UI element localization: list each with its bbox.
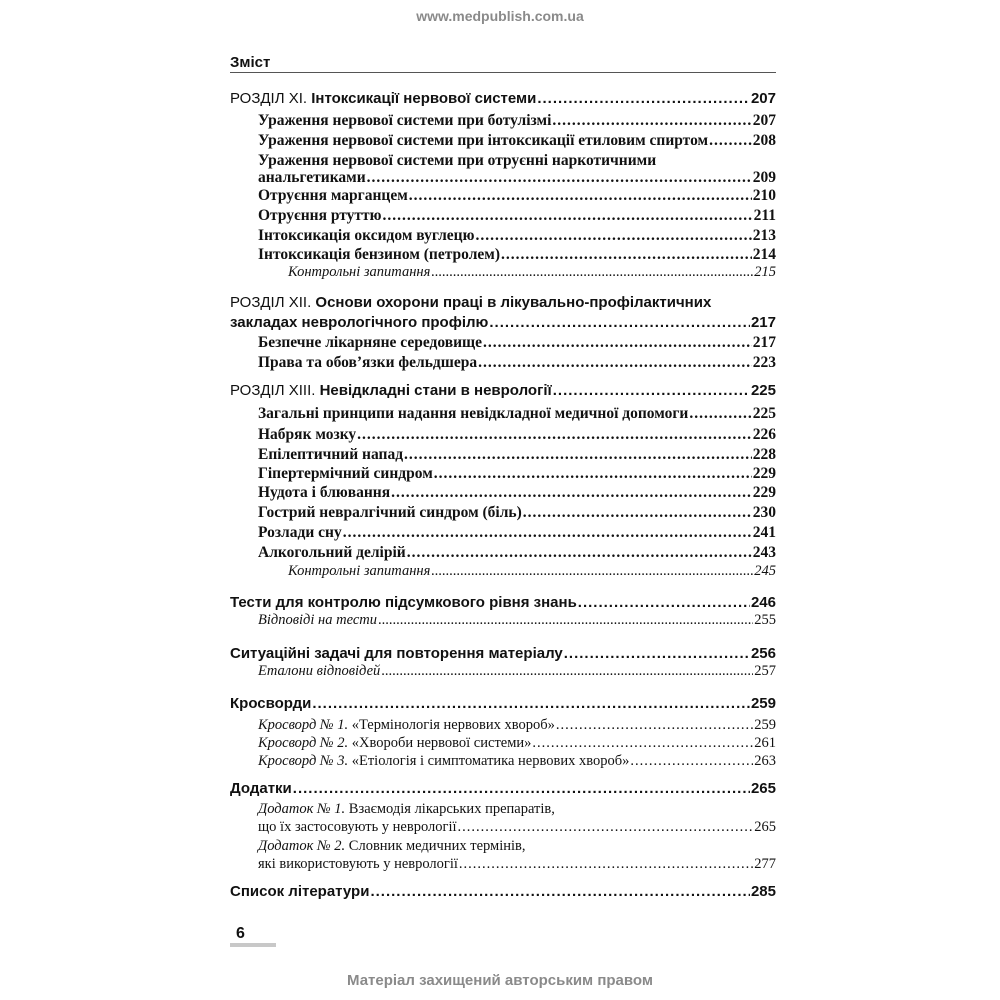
- item-title: Відповіді на тести: [258, 612, 377, 628]
- page-ref: 223: [752, 354, 776, 371]
- section-title: Ситуаційні задачі для повторення матеріалу: [230, 645, 563, 662]
- toc-item[interactable]: [230, 446, 776, 466]
- item-title: Ураження нервової системи при інтоксикації етиловим спиртом: [258, 132, 709, 149]
- item-title: Ураження нервової системи при ботулізмі: [258, 112, 552, 129]
- page-ref: 265: [750, 780, 776, 797]
- item-title: «Хвороби нервової системи»: [351, 735, 532, 751]
- toc-item[interactable]: [230, 856, 776, 876]
- section-prefix: РОЗДІЛ XI.: [230, 90, 308, 107]
- toc-item-questions[interactable]: [230, 563, 776, 583]
- toc-item[interactable]: [230, 524, 776, 544]
- page-ref: 261: [754, 735, 776, 751]
- item-title: Гіпертермічний синдром: [258, 465, 433, 482]
- item-prefix: Кросворд № 2.: [258, 735, 349, 751]
- item-title: «Етіологія і симптоматика нервових хвороб»: [351, 753, 630, 769]
- item-title: Взаємодія лікарських препаратів,: [348, 801, 555, 817]
- item-prefix: Додаток № 1.: [258, 801, 346, 817]
- toc-item-line1[interactable]: [230, 838, 776, 858]
- page-ref: 217: [752, 334, 776, 351]
- page-ref: 207: [750, 90, 776, 107]
- item-title: Гострий невралгічний синдром (біль): [258, 504, 522, 521]
- leader-dots: [489, 314, 750, 331]
- toc-item[interactable]: [230, 663, 776, 683]
- toc-item[interactable]: [230, 187, 776, 207]
- page-ref: 277: [754, 856, 776, 872]
- leader-dots: [431, 563, 753, 580]
- item-title: Набряк мозку: [258, 426, 357, 443]
- item-title: «Термінологія нервових хвороб»: [351, 717, 555, 733]
- toc-item[interactable]: [230, 504, 776, 524]
- item-title: Розлади сну: [258, 524, 342, 541]
- page-ref: 226: [752, 426, 776, 443]
- page-ref: 241: [752, 524, 776, 541]
- item-prefix: Кросворд № 3.: [258, 753, 349, 769]
- section-title: Невідкладні стани в неврології: [319, 382, 552, 399]
- toc-item[interactable]: [230, 405, 776, 425]
- leader-dots: [378, 612, 753, 629]
- page-ref: 207: [752, 112, 776, 129]
- leader-dots: [458, 819, 754, 836]
- leader-dots: [483, 334, 752, 352]
- leader-dots: [532, 735, 753, 752]
- page-ref: 213: [752, 227, 776, 244]
- section-title: Основи охорони праці в лікувально-профілактичних: [315, 294, 712, 311]
- page-ref: 214: [752, 246, 776, 263]
- page-ref: 225: [752, 405, 776, 422]
- toc-item[interactable]: [230, 717, 776, 737]
- item-title: Контрольні запитання: [288, 264, 431, 280]
- item-title: Алкогольний делірій: [258, 544, 406, 561]
- toc-item-line1[interactable]: [230, 801, 776, 821]
- leader-dots: [459, 856, 753, 873]
- item-title: Контрольні запитання: [288, 563, 431, 579]
- page-ref: 208: [752, 132, 776, 149]
- leader-dots: [478, 354, 752, 372]
- toc-item[interactable]: [230, 227, 776, 247]
- leader-dots: [407, 544, 752, 562]
- page-ref: 245: [754, 563, 776, 579]
- leader-dots: [391, 484, 752, 502]
- leader-dots: [431, 264, 753, 281]
- page-ref: 228: [752, 446, 776, 463]
- section-prefix: РОЗДІЛ XIII.: [230, 382, 316, 399]
- item-title: що їх застосовують у неврології: [258, 819, 457, 835]
- page-ref: 285: [750, 883, 776, 900]
- toc-item[interactable]: [230, 426, 776, 446]
- page-ref: 257: [754, 663, 776, 679]
- leader-dots: [689, 405, 751, 423]
- item-title: Еталони відповідей: [258, 663, 381, 679]
- section-title: Додатки: [230, 780, 292, 797]
- toc-section-crosswords[interactable]: [230, 695, 776, 715]
- leader-dots: [553, 382, 750, 399]
- leader-dots: [409, 187, 752, 205]
- leader-dots: [381, 663, 753, 680]
- toc-item[interactable]: [230, 612, 776, 632]
- section-prefix: РОЗДІЛ XII.: [230, 294, 312, 311]
- page-ref: 263: [754, 753, 776, 769]
- toc-item[interactable]: [230, 735, 776, 755]
- section-title: закладах неврологічного профілю: [230, 314, 489, 331]
- copyright-notice: Матеріал захищений авторським правом: [347, 972, 653, 989]
- page-ref: 215: [754, 264, 776, 280]
- item-prefix: Кросворд № 1.: [258, 717, 349, 733]
- item-title: Безпечне лікарняне середовище: [258, 334, 482, 351]
- page-ref: 229: [752, 465, 776, 482]
- page-ref: 209: [752, 169, 776, 186]
- page-ref: 259: [754, 717, 776, 733]
- item-title: Ураження нервової системи при отруєнні наркотичними: [258, 152, 657, 169]
- leader-dots: [367, 169, 752, 187]
- toc-item[interactable]: [230, 169, 776, 189]
- page-ref: 217: [750, 314, 776, 331]
- toc-item[interactable]: [230, 354, 776, 374]
- leader-dots: [293, 780, 750, 797]
- toc-section-appendices[interactable]: [230, 780, 776, 800]
- leader-dots: [556, 717, 753, 734]
- toc-section-xiii[interactable]: [230, 382, 776, 402]
- page-title: Зміст: [230, 54, 271, 71]
- item-title: Інтоксикація оксидом вуглецю: [258, 227, 475, 244]
- leader-dots: [370, 883, 750, 900]
- item-title: Нудота і блювання: [258, 484, 391, 501]
- item-title: Інтоксикація бензином (петролем): [258, 246, 500, 263]
- toc-section-tests[interactable]: [230, 594, 776, 614]
- toc-item[interactable]: [230, 207, 776, 227]
- leader-dots: [709, 132, 752, 150]
- toc-section-references[interactable]: [230, 883, 776, 903]
- toc-section-tasks[interactable]: [230, 645, 776, 665]
- toc-item[interactable]: [230, 753, 776, 773]
- page-ref: 229: [752, 484, 776, 501]
- leader-dots: [501, 246, 752, 264]
- leader-dots: [552, 112, 751, 130]
- toc-item[interactable]: [230, 465, 776, 485]
- item-title: анальгетиками: [258, 169, 366, 186]
- page-ref: 243: [752, 544, 776, 561]
- leader-dots: [312, 695, 750, 712]
- section-title: Список літератури: [230, 883, 370, 900]
- page-ref: 256: [750, 645, 776, 662]
- toc-section-xii-line1[interactable]: [230, 294, 776, 314]
- section-title: Кросворди: [230, 695, 312, 712]
- toc-section-xii[interactable]: [230, 314, 776, 334]
- toc-item[interactable]: [230, 132, 776, 152]
- item-title: які використовують у неврології: [258, 856, 458, 872]
- page-ref: 225: [750, 382, 776, 399]
- item-prefix: Додаток № 2.: [258, 838, 346, 854]
- toc-section-xi[interactable]: [230, 90, 776, 110]
- leader-dots: [523, 504, 752, 522]
- item-title: Епілептичний напад: [258, 446, 404, 463]
- item-title: Загальні принципи надання невідкладної медичної допомоги: [258, 405, 689, 422]
- page-ref: 211: [753, 207, 776, 224]
- item-title: Отруєння ртуттю: [258, 207, 382, 224]
- page-ref: 255: [754, 612, 776, 628]
- page-ref: 246: [750, 594, 776, 611]
- leader-dots: [537, 90, 750, 107]
- leader-dots: [630, 753, 753, 770]
- page-ref: 230: [752, 504, 776, 521]
- item-title: Отруєння марганцем: [258, 187, 408, 204]
- leader-dots: [357, 426, 752, 444]
- toc-item[interactable]: [230, 819, 776, 839]
- item-title: Словник медичних термінів,: [348, 838, 526, 854]
- section-title: Інтоксикації нервової системи: [311, 90, 537, 107]
- site-header: www.medpublish.com.ua: [416, 8, 584, 24]
- toc-item[interactable]: [230, 484, 776, 504]
- toc-item[interactable]: [230, 246, 776, 266]
- leader-dots: [383, 207, 753, 225]
- leader-dots: [343, 524, 752, 542]
- page-ref: 265: [754, 819, 776, 835]
- item-title: Права та обов’язки фельдшера: [258, 354, 478, 371]
- toc-item[interactable]: [230, 334, 776, 354]
- leader-dots: [434, 465, 752, 483]
- section-title: Тести для контролю підсумкового рівня знань: [230, 594, 577, 611]
- leader-dots: [404, 446, 752, 464]
- page-ref: 259: [750, 695, 776, 712]
- leader-dots: [475, 227, 751, 245]
- leader-dots: [564, 645, 750, 662]
- leader-dots: [578, 594, 750, 611]
- toc-item[interactable]: [230, 112, 776, 132]
- toc-item[interactable]: [230, 544, 776, 564]
- page-number: 6: [230, 925, 276, 947]
- page-ref: 210: [752, 187, 776, 204]
- title-divider: [230, 72, 776, 73]
- toc-item-questions[interactable]: [230, 264, 776, 284]
